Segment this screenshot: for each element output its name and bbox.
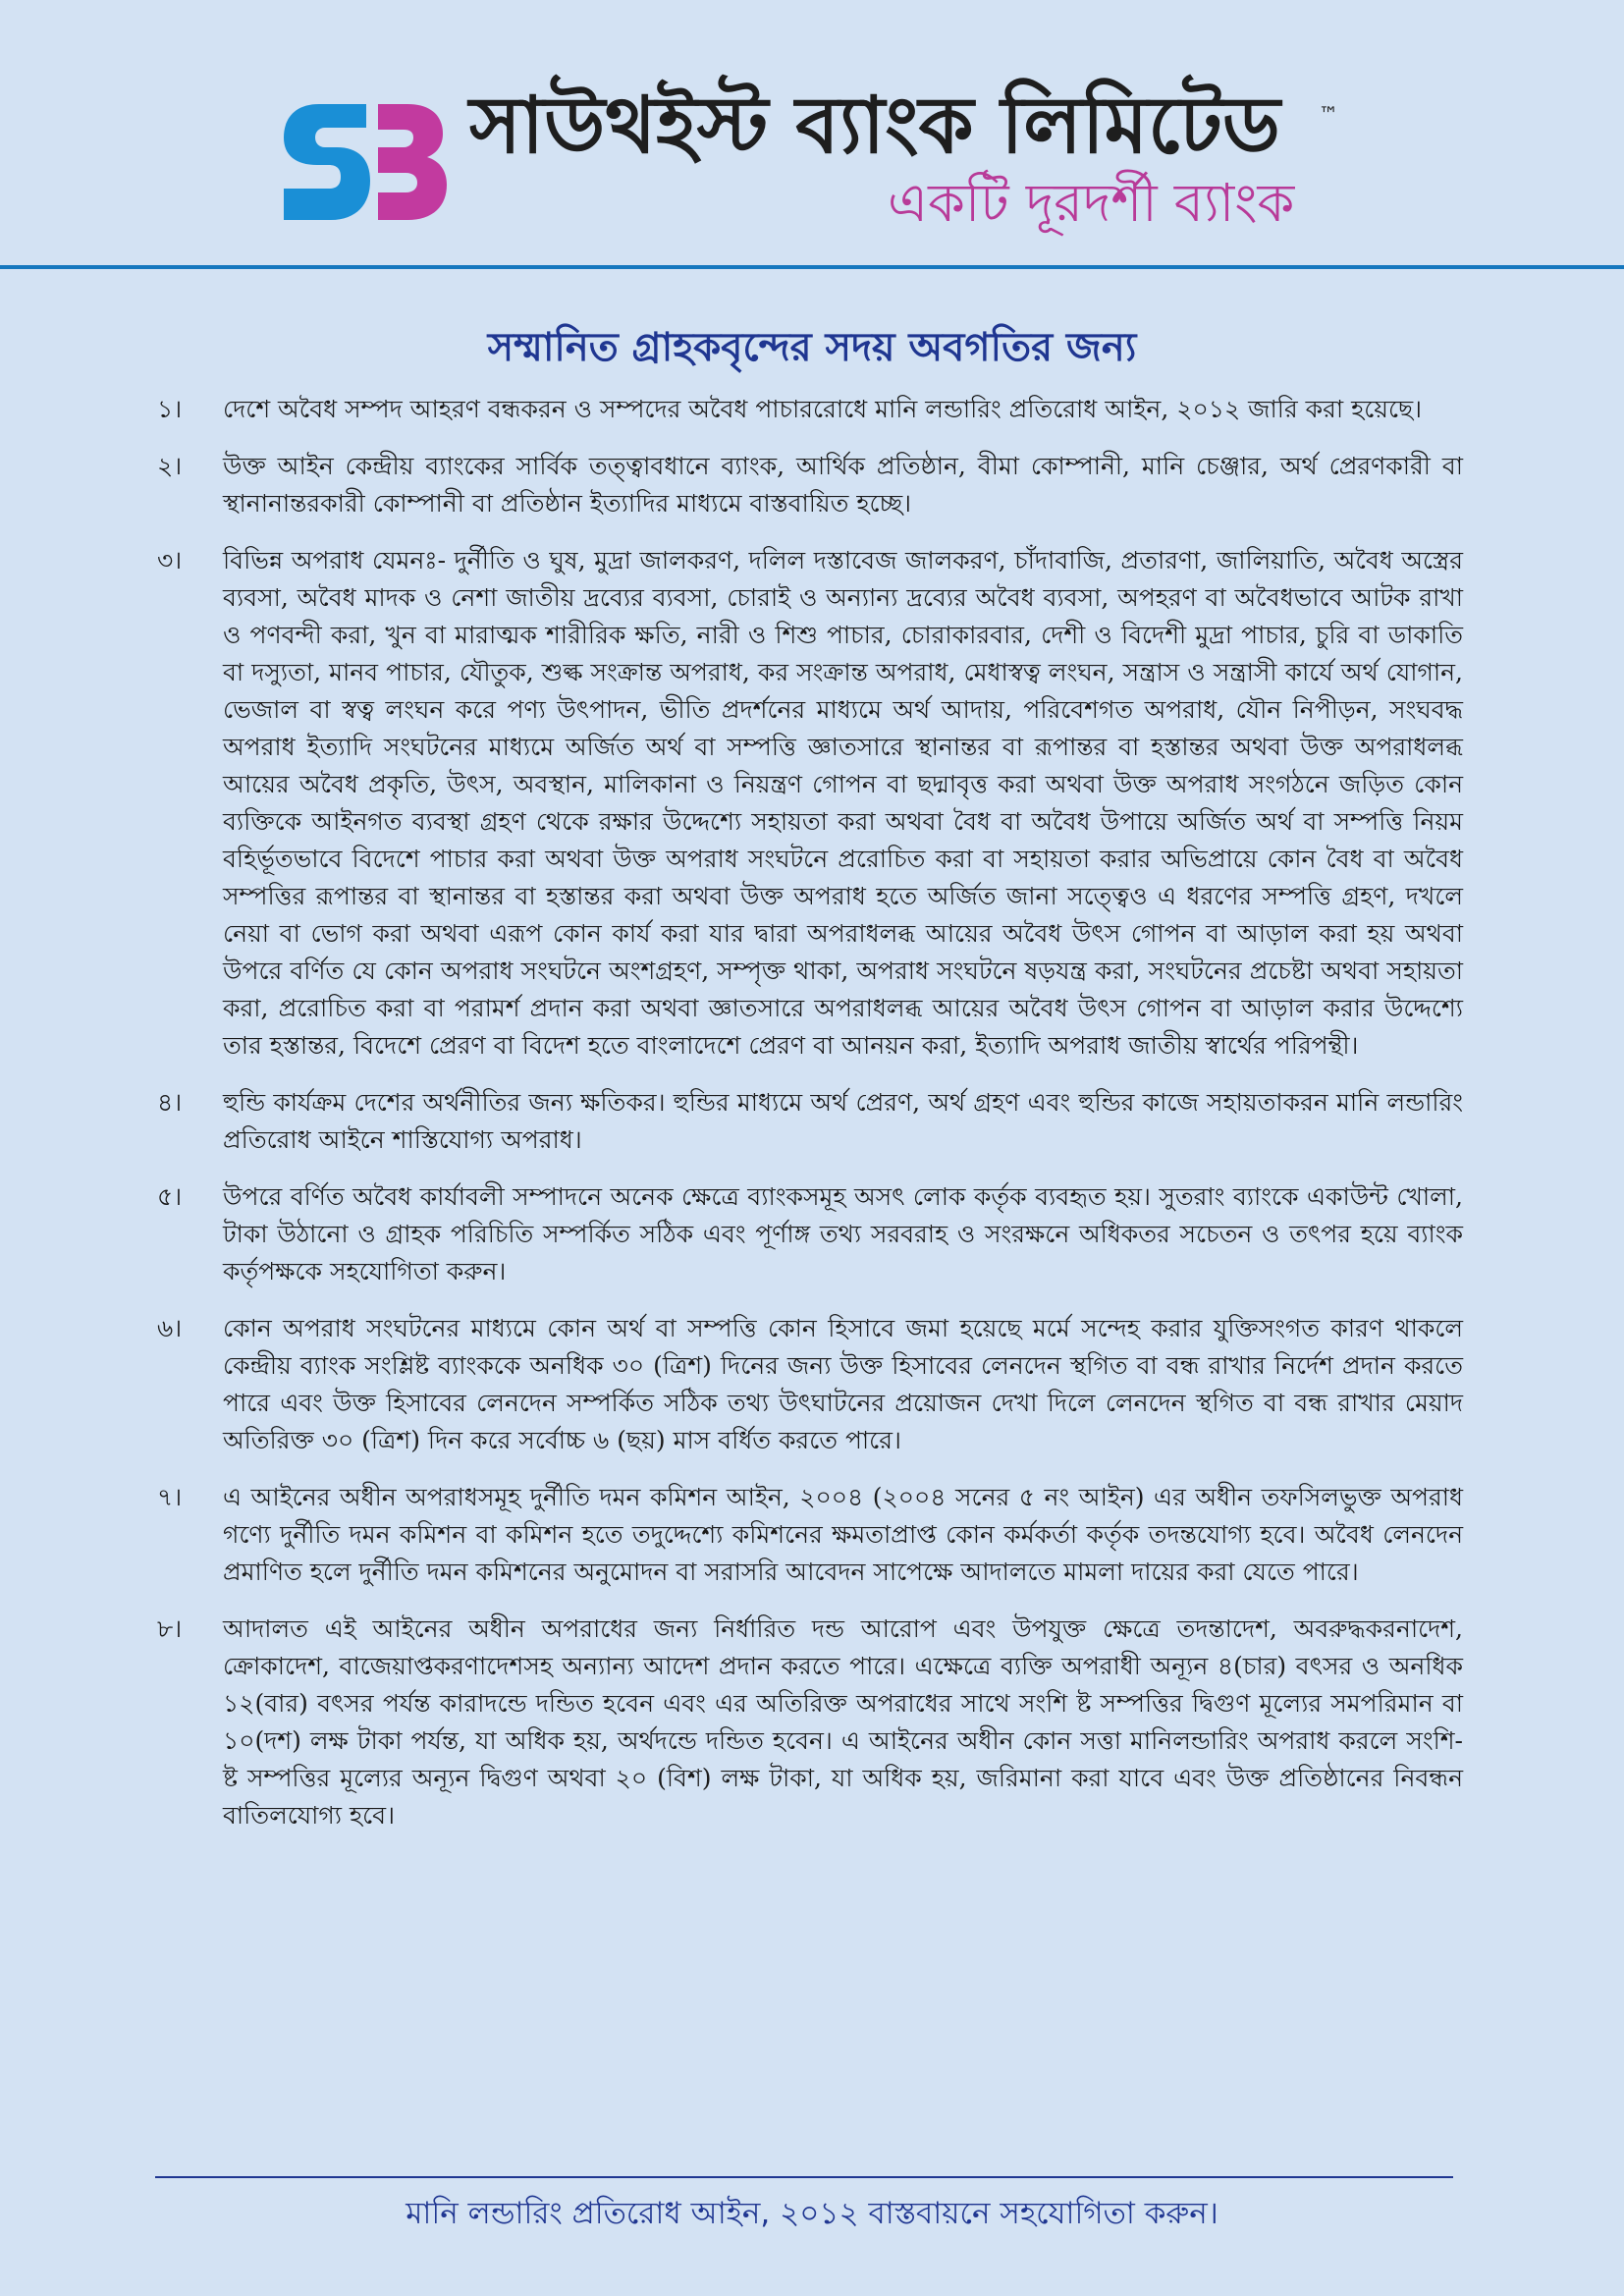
item-text: বিভিন্ন অপরাধ যেমনঃ- দুর্নীতি ও ঘুষ, মুদ্রা জালকরণ, দলিল দস্তাবেজ জালকরণ, চাঁদাবাজি, প্রতারণা, জালিয়াতি, অবৈধ অস্ত্রের ব্যবসা, অবৈধ মাদক ও নেশা জাতীয় দ্রব্যের ব্যবসা, চোরাই ও অন্যান্য দ্রব্যের অবৈধ ব্যবসা, অপহরণ বা অবৈধভাবে আটক রাখা ও পণবন্দী করা, খুন বা মারাত্মক শারীরিক ক্ষতি, নারী ও শিশু পাচার, চোরাকারবার, দেশী ও বিদেশী মুদ্রা পাচার, চুরি বা ডাকাতি বা দস্যুতা, মানব পাচার, যৌতুক, শুল্ক সংক্রান্ত অপরাধ, কর সংক্রান্ত অপরাধ, মেধাস্বত্ব লংঘন, সন্ত্রাস ও সন্ত্রাসী কার্যে অর্থ যোগান, ভেজাল বা স্বত্ব লংঘন করে পণ্য উৎপাদন, ভীতি প্রদর্শনের মাধ্যমে অর্থ আদায়, পরিবেশগত অপরাধ, যৌন নিপীড়ন, সংঘবদ্ধ অপরাধ ইত্যাদি সংঘটনের মাধ্যমে অর্জিত অর্থ বা সম্পত্তি জ্ঞাতসারে স্থানান্তর বা রূপান্তর বা হস্তান্তর অথবা উক্ত অপরাধলব্ধ আয়ের অবৈধ প্রকৃতি, উৎস, অবস্থান, মালিকানা ও নিয়ন্ত্রণ গোপন বা ছদ্মাবৃত্ত করা অথবা উক্ত অপরাধ সংগঠনে জড়িত কোন ব্যক্তিকে আইনগত ব্যবস্থা গ্রহণ থেকে রক্ষার উদ্দেশ্যে সহায়তা করা অথবা বৈধ বা অবৈধ উপায়ে অর্জিত অর্থ বা সম্পত্তি নিয়ম বহির্ভূতভাবে বিদেশে পাচার করা অথবা উক্ত অপরাধ সংঘটনে প্ররোচিত করা বা সহায়তা করার অভিপ্রায়ে কোন বৈধ বা অবৈধ সম্পত্তির রূপান্তর বা স্থানান্তর বা হস্তান্তর করা অথবা উক্ত অপরাধ হতে অর্জিত জানা সত্ত্বেও এ ধরণের সম্পত্তি গ্রহণ, দখলে নেয়া বা ভোগ করা অথবা এরূপ কোন কার্য করা যার দ্বারা অপরাধলব্ধ আয়ের অবৈধ উৎস গোপন বা আড়াল করা হয় অথবা উপরে বর্ণিত যে কোন অপরাধ সংঘটনে অংশগ্রহণ, সম্পৃক্ত থাকা, অপরাধ সংঘটনে ষড়যন্ত্র করা, সংঘটনের প্রচেষ্টা অথবা সহায়তা করা, প্ররোচিত করা বা পরামর্শ প্রদান করা অথবা জ্ঞাতসারে অপরাধলব্ধ আয়ের অবৈধ উৎস গোপন বা আড়াল করার উদ্দেশ্যে তার হস্তান্তর, বিদেশে প্রেরণ বা বিদেশ হতে বাংলাদেশে প্রেরণ বা আনয়ন করা, ইত্যাদি অপরাধ জাতীয় স্বার্থের পরিপন্থী। [223,546,1463,1060]
bank-name: সাউথইস্ট ব্যাংক লিমিটেড [469,80,1280,171]
notice-title: সম্মানিত গ্রাহকবৃন্দের সদয় অবগতির জন্য [487,325,1137,370]
notice-list [157,391,1463,1854]
logo-b-shape [378,104,447,220]
list-item [157,1084,1463,1159]
item-text: দেশে অবৈধ সম্পদ আহরণ বন্ধকরন ও সম্পদের অবৈধ পাচাররোধে মানি লন্ডারিং প্রতিরোধ আইন, ২০১২ জারি করা হয়েছে। [223,395,1423,423]
list-item [157,542,1463,1065]
bank-tagline: একটি দূরদর্শী ব্যাংক [888,172,1295,234]
item-number: ৩। [157,546,183,574]
sb-monogram-logo [280,98,449,226]
page-header [0,0,1624,267]
logo-text: SB [280,98,282,99]
list-item [157,1178,1463,1290]
list-item [157,1479,1463,1591]
item-number: ৪। [157,1088,183,1117]
item-number: ৬। [157,1314,183,1342]
list-item [157,391,1463,428]
item-text: হুন্ডি কার্যক্রম দেশের অর্থনীতির জন্য ক্ষতিকর। হুন্ডির মাধ্যমে অর্থ প্রেরণ, অর্থ গ্রহণ এবং হুন্ডির কাজে সহায়তাকরন মানি লন্ডারিং প্রতিরোধ আইনে শাস্তিযোগ্য অপরাধ। [223,1088,1463,1154]
item-text: আদালত এই আইনের অধীন অপরাধের জন্য নির্ধারিত দন্ড আরোপ এবং উপযুক্ত ক্ষেত্রে তদন্তাদেশ, অবরুদ্ধকরনাদেশ, ক্রোকাদেশ, বাজেয়াপ্তকরণাদেশসহ অন্যান্য আদেশ প্রদান করতে পারে। এক্ষেত্রে ব্যক্তি অপরাধী অন্যূন ৪(চার) বৎসর ও অনধিক ১২(বার) বৎসর পর্যন্ত কারাদন্ডে দন্ডিত হবেন এবং এর অতিরিক্ত অপরাধের সাথে সংশি ষ্ট সম্পত্তির দ্বিগুণ মূল্যের সমপরিমান বা ১০(দশ) লক্ষ টাকা পর্যন্ত, যা অধিক হয়, অর্থদন্ডে দন্ডিত হবেন। এ আইনের অধীন কোন সত্তা মানিলন্ডারিং অপরাধ করলে সংশি- ষ্ট সম্পত্তির মূল্যের অন্যূন দ্বিগুণ অথবা ২০ (বিশ) লক্ষ টাকা, যা অধিক হয়, জরিমানা করা যাবে এবং উক্ত প্রতিষ্ঠানের নিবন্ধন বাতিলযোগ্য হবে। [223,1614,1463,1830]
item-number: ১। [157,395,183,423]
item-text: কোন অপরাধ সংঘটনের মাধ্যমে কোন অর্থ বা সম্পত্তি কোন হিসাবে জমা হয়েছে মর্মে সন্দেহ করার যুক্তিসংগত কারণ থাকলে কেন্দ্রীয় ব্যাংক সংশ্লিষ্ট ব্যাংককে অনধিক ৩০ (ত্রিশ) দিনের জন্য উক্ত হিসাবের লেনদেন স্থগিত বা বন্ধ রাখার নির্দেশ প্রদান করতে পারে এবং উক্ত হিসাবের লেনদেন সম্পর্কিত সঠিক তথ্য উৎঘাটনের প্রয়োজন দেখা দিলে লেনদেন স্থগিত বা বন্ধ রাখার মেয়াদ অতিরিক্ত ৩০ (ত্রিশ) দিন করে সর্বোচ্চ ৬ (ছয়) মাস বর্ধিত করতে পারে। [223,1314,1463,1454]
item-number: ৮। [157,1614,183,1643]
footer-slogan: মানি লন্ডারিং প্রতিরোধ আইন, ২০১২ বাস্তবায়নে সহযোগিতা করুন। [406,2196,1218,2231]
item-text: উক্ত আইন কেন্দ্রীয় ব্যাংকের সার্বিক তত্ত্বাবধানে ব্যাংক, আর্থিক প্রতিষ্ঠান, বীমা কোম্পানী, মানি চেঞ্জার, অর্থ প্রেরণকারী বা স্থানানান্তরকারী কোম্পানী বা প্রতিষ্ঠান ইত্যাদির মাধ্যমে বাস্তবায়িত হচ্ছে। [223,452,1463,518]
footer-divider [155,2176,1453,2178]
item-text: উপরে বর্ণিত অবৈধ কার্যাবলী সম্পাদনে অনেক ক্ষেত্রে ব্যাংকসমূহ অসৎ লোক কর্তৃক ব্যবহৃত হয়। সুতরাং ব্যাংকে একাউন্ট খোলা, টাকা উঠানো ও গ্রাহক পরিচিতি সম্পর্কিত সঠিক এবং পূর্ণাঙ্গ তথ্য সরবরাহ ও সংরক্ষনে অধিকতর সচেতন ও তৎপর হয়ে ব্যাংক কর্তৃপক্ষকে সহযোগিতা করুন। [223,1182,1463,1285]
list-item [157,448,1463,522]
trademark-symbol: ™ [1319,102,1338,126]
item-text: এ আইনের অধীন অপরাধসমূহ দুর্নীতি দমন কমিশন আইন, ২০০৪ (২০০৪ সনের ৫ নং আইন) এর অধীন তফসিলভুক্ত অপরাধ গণ্যে দুর্নীতি দমন কমিশন বা কমিশন হতে তদুদ্দেশ্যে কমিশনের ক্ষমতাপ্রাপ্ত কোন কর্মকর্তা কর্তৃক তদন্তযোগ্য হবে। অবৈধ লেনদেন প্রমাণিত হলে দুর্নীতি দমন কমিশনের অনুমোদন বা সরাসরি আবেদন সাপেক্ষে আদালতে মামলা দায়ের করা যেতে পারে। [223,1483,1463,1586]
logo-s-shape [284,104,370,220]
item-number: ৭। [157,1483,183,1511]
header-divider [0,265,1624,269]
item-number: ৫। [157,1182,183,1211]
list-item [157,1310,1463,1459]
list-item [157,1611,1463,1834]
item-number: ২। [157,452,183,480]
